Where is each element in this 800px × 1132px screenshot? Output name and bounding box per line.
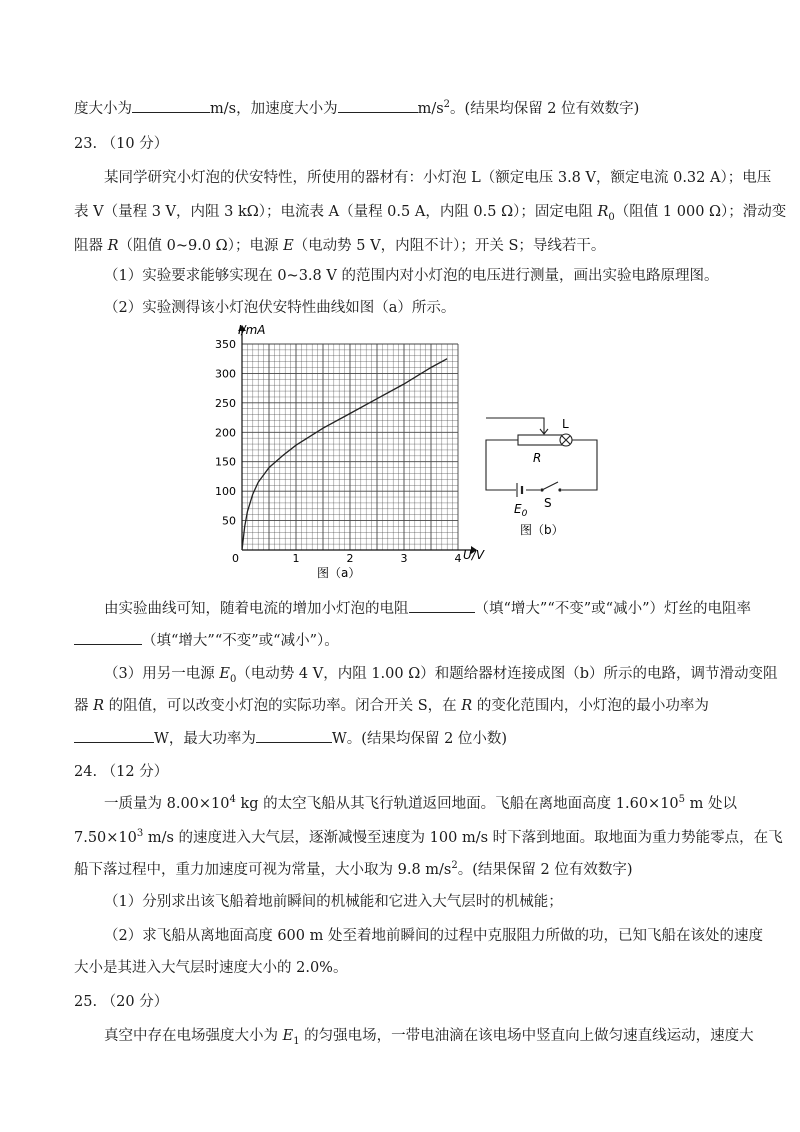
q23-resistance-line: 由实验曲线可知，随着电流的增加小灯泡的电阻 （填“增大”“不变”或“减小”）灯丝的电阻率 bbox=[104, 598, 751, 619]
y-tick-label: 300 bbox=[215, 367, 236, 381]
x-tick-label: 2 bbox=[346, 552, 354, 565]
q23-sub1: （1）实验要求能够实现在 0~3.8 V 的范围内对小灯泡的电压进行测量，画出实验电路原理图。 bbox=[104, 268, 719, 284]
q23-text-line2: 表 V（量程 3 V，内阻 3 kΩ）；电流表 A（量程 0.5 A，内阻 0.5 Ω）；固定电阻 $R_0$（阻值 1 000 Ω）；滑动变 bbox=[74, 204, 787, 223]
answer-blank[interactable] bbox=[74, 630, 142, 645]
slider-wire bbox=[486, 418, 544, 434]
answer-blank[interactable] bbox=[74, 728, 154, 743]
figure-b-circuit bbox=[478, 412, 608, 540]
chart-grid bbox=[242, 344, 458, 550]
y-tick-label: 250 bbox=[215, 396, 236, 410]
q24-text-line3: 船下落过程中，重力加速度可视为常量，大小取为 9.8 $m/s^2$。(结果保留 2 位有效数字) bbox=[74, 860, 633, 878]
y-tick-label: 50 bbox=[222, 514, 236, 528]
q24-text-line2: $7.50\times 10^3$ m/s 的速度进入大气层，逐渐减慢至速度为 100 m/s 时下落到地面。取地面为重力势能零点，在飞 bbox=[74, 828, 783, 846]
question-24-number: 24. （12 分） bbox=[74, 764, 169, 780]
y-tick-label: 100 bbox=[215, 485, 236, 499]
y-tick-label: 150 bbox=[215, 455, 236, 469]
question-25-number: 25. （20 分） bbox=[74, 994, 169, 1010]
q25-text-line1: 真空中存在电场强度大小为 $E_1$ 的匀强电场，一带电油滴在该电场中竖直向上做匀速直线运动，速度大 bbox=[104, 1028, 754, 1047]
label-E0: $E_0$ bbox=[514, 502, 528, 519]
x-tick-label: 4 bbox=[454, 552, 462, 565]
q24-sub2-cont: 大小是其进入大气层时速度大小的 2.0%。 bbox=[74, 960, 348, 976]
x-tick-label: 1 bbox=[292, 552, 300, 565]
answer-blank[interactable] bbox=[338, 98, 418, 113]
label-S: S bbox=[544, 496, 552, 510]
figure-a-iv-chart bbox=[200, 322, 500, 584]
q23-text-line3: 阻器 R（阻值 0~9.0 Ω）；电源 E（电动势 5 V，内阻不计）；开关 S；导线若干。 bbox=[74, 238, 606, 254]
figure-a-caption: 图（a） bbox=[317, 566, 361, 580]
label-R: R bbox=[533, 451, 542, 465]
q23-sub3-line1: （3）用另一电源 $E_0$（电动势 4 V，内阻 1.00 Ω）和题给器材连接成图（b）所示的电路，调节滑动变阻 bbox=[104, 666, 778, 685]
y-tick-label: 200 bbox=[215, 426, 236, 440]
answer-blank[interactable] bbox=[132, 98, 210, 113]
answer-blank[interactable] bbox=[256, 728, 332, 743]
x-tick-label: 3 bbox=[400, 552, 408, 565]
circuit-wires bbox=[486, 440, 597, 490]
line-velocity-answer: 度大小为 m/s，加速度大小为 $m/s^2$。(结果均保留 2 位有效数字) bbox=[74, 99, 640, 117]
x-axis-label: U/V bbox=[463, 548, 485, 562]
q24-sub1: （1）分别求出该飞船着地前瞬间的机械能和它进入大气层时的机械能； bbox=[104, 894, 563, 910]
q23-sub3-line3: W，最大功率为 W。(结果均保留 2 位小数) bbox=[74, 728, 507, 749]
q24-text-line1: 一质量为 $8.00\times 10^4$ kg 的太空飞船从其飞行轨道返回地面。飞船在离地面高度 $1.60\times 10^5$ m 处以 bbox=[104, 794, 737, 812]
q23-sub3-line2: 器 R 的阻值，可以改变小灯泡的实际功率。闭合开关 S，在 R 的变化范围内，小灯泡的最小功率为 bbox=[74, 698, 709, 714]
label-L: L bbox=[562, 417, 569, 431]
y-axis-label: I/mA bbox=[238, 323, 266, 337]
figure-b-caption: 图（b） bbox=[520, 523, 564, 537]
q23-text-line1: 某同学研究小灯泡的伏安特性，所使用的器材有：小灯泡 L（额定电压 3.8 V，额定电流 0.32 A）；电压 bbox=[104, 170, 772, 186]
q24-sub2: （2）求飞船从离地面高度 600 m 处至着地前瞬间的过程中克服阻力所做的功，已知飞船在该处的速度 bbox=[104, 928, 763, 944]
q23-resistivity-line: （填“增大”“不变”或“减小”）。 bbox=[74, 630, 339, 651]
chart-axes bbox=[238, 325, 477, 554]
q23-sub2: （2）实验测得该小灯泡伏安特性曲线如图（a）所示。 bbox=[104, 300, 456, 316]
x-tick-label: 0 bbox=[232, 552, 239, 565]
question-23-number: 23. （10 分） bbox=[74, 136, 169, 152]
y-tick-labels bbox=[215, 338, 236, 528]
answer-blank[interactable] bbox=[409, 598, 475, 613]
y-tick-label: 350 bbox=[215, 338, 236, 351]
x-tick-labels bbox=[232, 552, 462, 565]
